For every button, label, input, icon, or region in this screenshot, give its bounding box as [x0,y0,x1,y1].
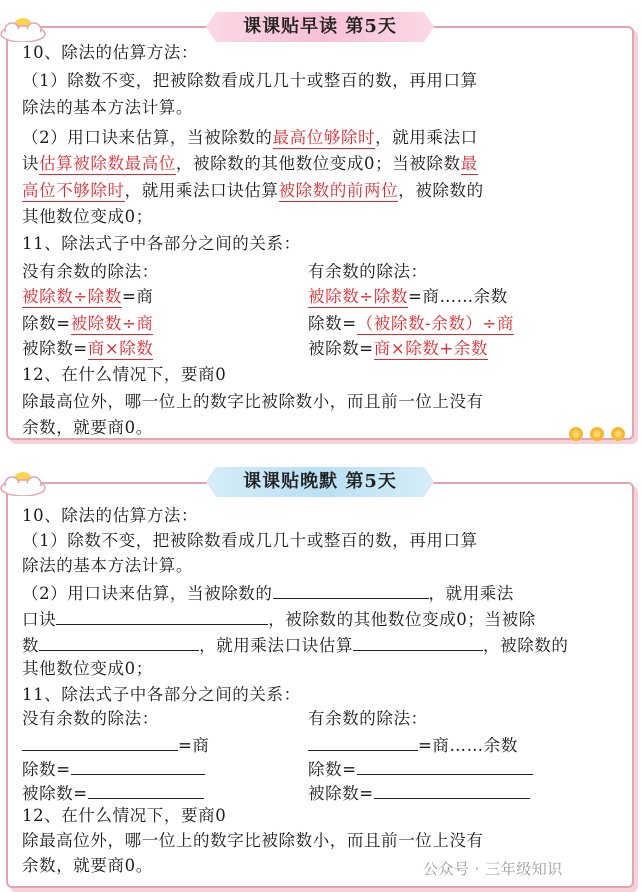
flower-icon [566,423,630,445]
answer-highlight: 最 [460,154,478,173]
text-line: 高位不够除时，就用乘法口诀估算被除数的前两位，被除数的 [22,181,484,200]
text-line: 余数，就要商0。 [22,418,153,437]
text-line: 没有余数的除法： 有余数的除法： [22,709,428,728]
fill-blank[interactable] [88,781,204,799]
formula-line: 除数=被除数÷商 除数=（被除数-余数）÷商 [22,314,515,333]
text-line: （2）用口诀来估算，当被除数的最高位够除时，就用乘法口 [22,128,478,147]
answer-highlight: 估算被除数最高位 [39,154,176,173]
text-line: 12、在什么情况下，要商0 [22,365,227,384]
text-line: （1）除数不变，把被除数看成几几十或整百的数，再用口算 [22,71,478,90]
text-line: 11、除法式子中各部分之间的关系： [22,685,301,704]
text-line: 10、除法的估算方法： [22,43,199,62]
formula-line: 被除数=商×除数 被除数=商×除数+余数 [22,339,489,358]
text-line: 除法的基本方法计算。 [22,556,193,575]
fill-blank[interactable] [308,733,418,751]
fill-blank[interactable] [56,607,268,625]
fill-blank[interactable] [353,633,483,651]
text-line: 余数，就要商0。 [22,856,153,875]
fill-blank[interactable] [22,733,178,751]
text-line: 口诀 ，被除数的其他数位变成0；当被除 [22,607,536,631]
text-line: 除法的基本方法计算。 [22,98,193,117]
evening-title: 课课贴晚默 第5天 [216,467,424,497]
text-line: 10、除法的估算方法： [22,506,199,525]
text-line: 其他数位变成0； [22,207,153,226]
formula-line: 除数= 除数= [22,757,205,781]
text-line: 除最高位外，哪一位上的数字比被除数小，而且前一位上没有 [22,392,484,411]
formula-line: =商 =商……余数 [22,733,210,757]
answer-highlight: 被除数的前两位 [278,181,399,200]
text-line: 其他数位变成0； [22,659,153,678]
text-line: （2）用口诀来估算，当被除数的 ，就用乘法 [22,581,514,605]
text-line: 诀估算被除数最高位，被除数的其他数位变成0；当被除数最 [22,154,478,173]
answer-highlight: 高位不够除时 [22,181,125,200]
text-line: 数 ，就用乘法口诀估算 ，被除数的 [22,633,569,657]
fill-blank[interactable] [357,757,533,775]
cloud-icon [0,462,46,496]
fill-blank[interactable] [273,581,429,599]
text-line: 除最高位外，哪一位上的数字比被除数小，而且前一位上没有 [22,831,484,850]
fill-blank[interactable] [374,781,530,799]
fill-blank[interactable] [39,633,199,651]
watermark: 公众号 · 三年级知识 [423,860,563,878]
formula-line: 被除数÷除数=商 被除数÷除数=商……余数 [22,287,508,306]
formula-line: 被除数= 被除数= [22,781,204,805]
text-line: 没有余数的除法： 有余数的除法： [22,262,428,281]
text-line: 12、在什么情况下，要商0 [22,806,227,825]
answer-highlight: 最高位够除时 [272,128,376,147]
cloud-icon [0,8,46,42]
morning-title: 课课贴早读 第5天 [216,12,424,42]
fill-blank[interactable] [71,757,205,775]
text-line: 11、除法式子中各部分之间的关系： [22,234,301,253]
text-line: （1）除数不变，把被除数看成几几十或整百的数，再用口算 [22,531,478,550]
